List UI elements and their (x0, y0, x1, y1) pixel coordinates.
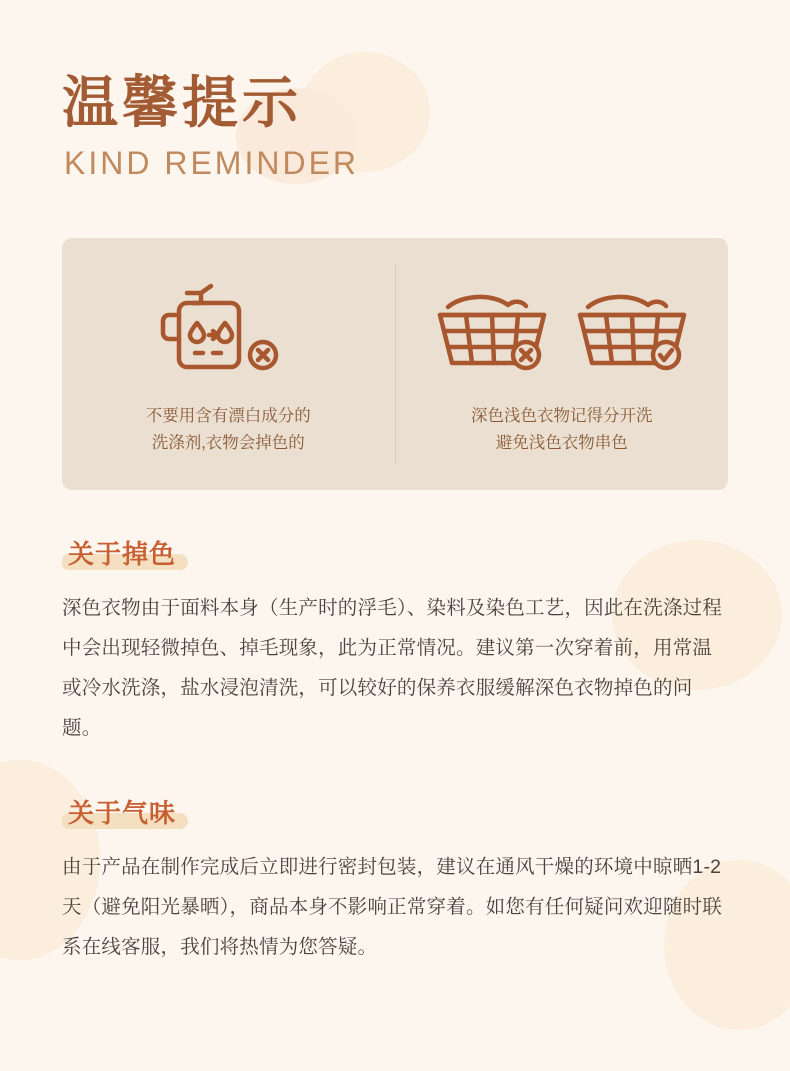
separate-laundry-baskets-icon (422, 271, 702, 383)
care-tip-caption (471, 403, 653, 456)
section-body-text: 由于产品在制作完成后立即进行密封包装，建议在通风干燥的环境中晾晒1-2天（避免阳光暴晒），商品本身不影响正常穿着。如您有任何疑问欢迎随时联系在线客服，我们将热情为您答疑。 (62, 855, 723, 958)
section-heading (62, 534, 182, 571)
bleach-detergent-forbidden-icon (153, 271, 303, 383)
care-tip-item (62, 238, 395, 490)
page-header (62, 0, 728, 182)
care-tip-caption-line1: 不要用含有漂白成分的 (145, 407, 311, 426)
care-tip-caption (146, 403, 311, 456)
care-tip-caption-line2: 避免浅色衣物串色 (495, 433, 628, 452)
care-tip-caption-line1: 深色浅色衣物记得分开洗 (471, 407, 653, 426)
section-body-text: 深色衣物由于面料本身（生产时的浮毛）、染料及染色工艺，因此在洗涤过程中会出现轻微掉色、掉毛现象，此为正常情况。建议第一次穿着前，用常温或冷水洗涤，盐水浸泡清洗，可以较好的保养衣服缓解深色衣物掉色的问题。 (62, 596, 723, 739)
section-heading-label: 关于掉色 (68, 538, 177, 569)
care-tips-card (62, 238, 728, 490)
page-subtitle: KIND REMINDER (64, 144, 360, 181)
section-heading (62, 793, 182, 830)
section-odor (62, 793, 728, 968)
care-tip-caption-line2: 洗涤剂,衣物会掉色的 (151, 433, 305, 452)
section-heading-label: 关于气味 (68, 797, 177, 828)
section-color-fading (62, 534, 728, 749)
page-title: 温馨提示 (62, 71, 302, 134)
care-tip-item (396, 238, 729, 490)
